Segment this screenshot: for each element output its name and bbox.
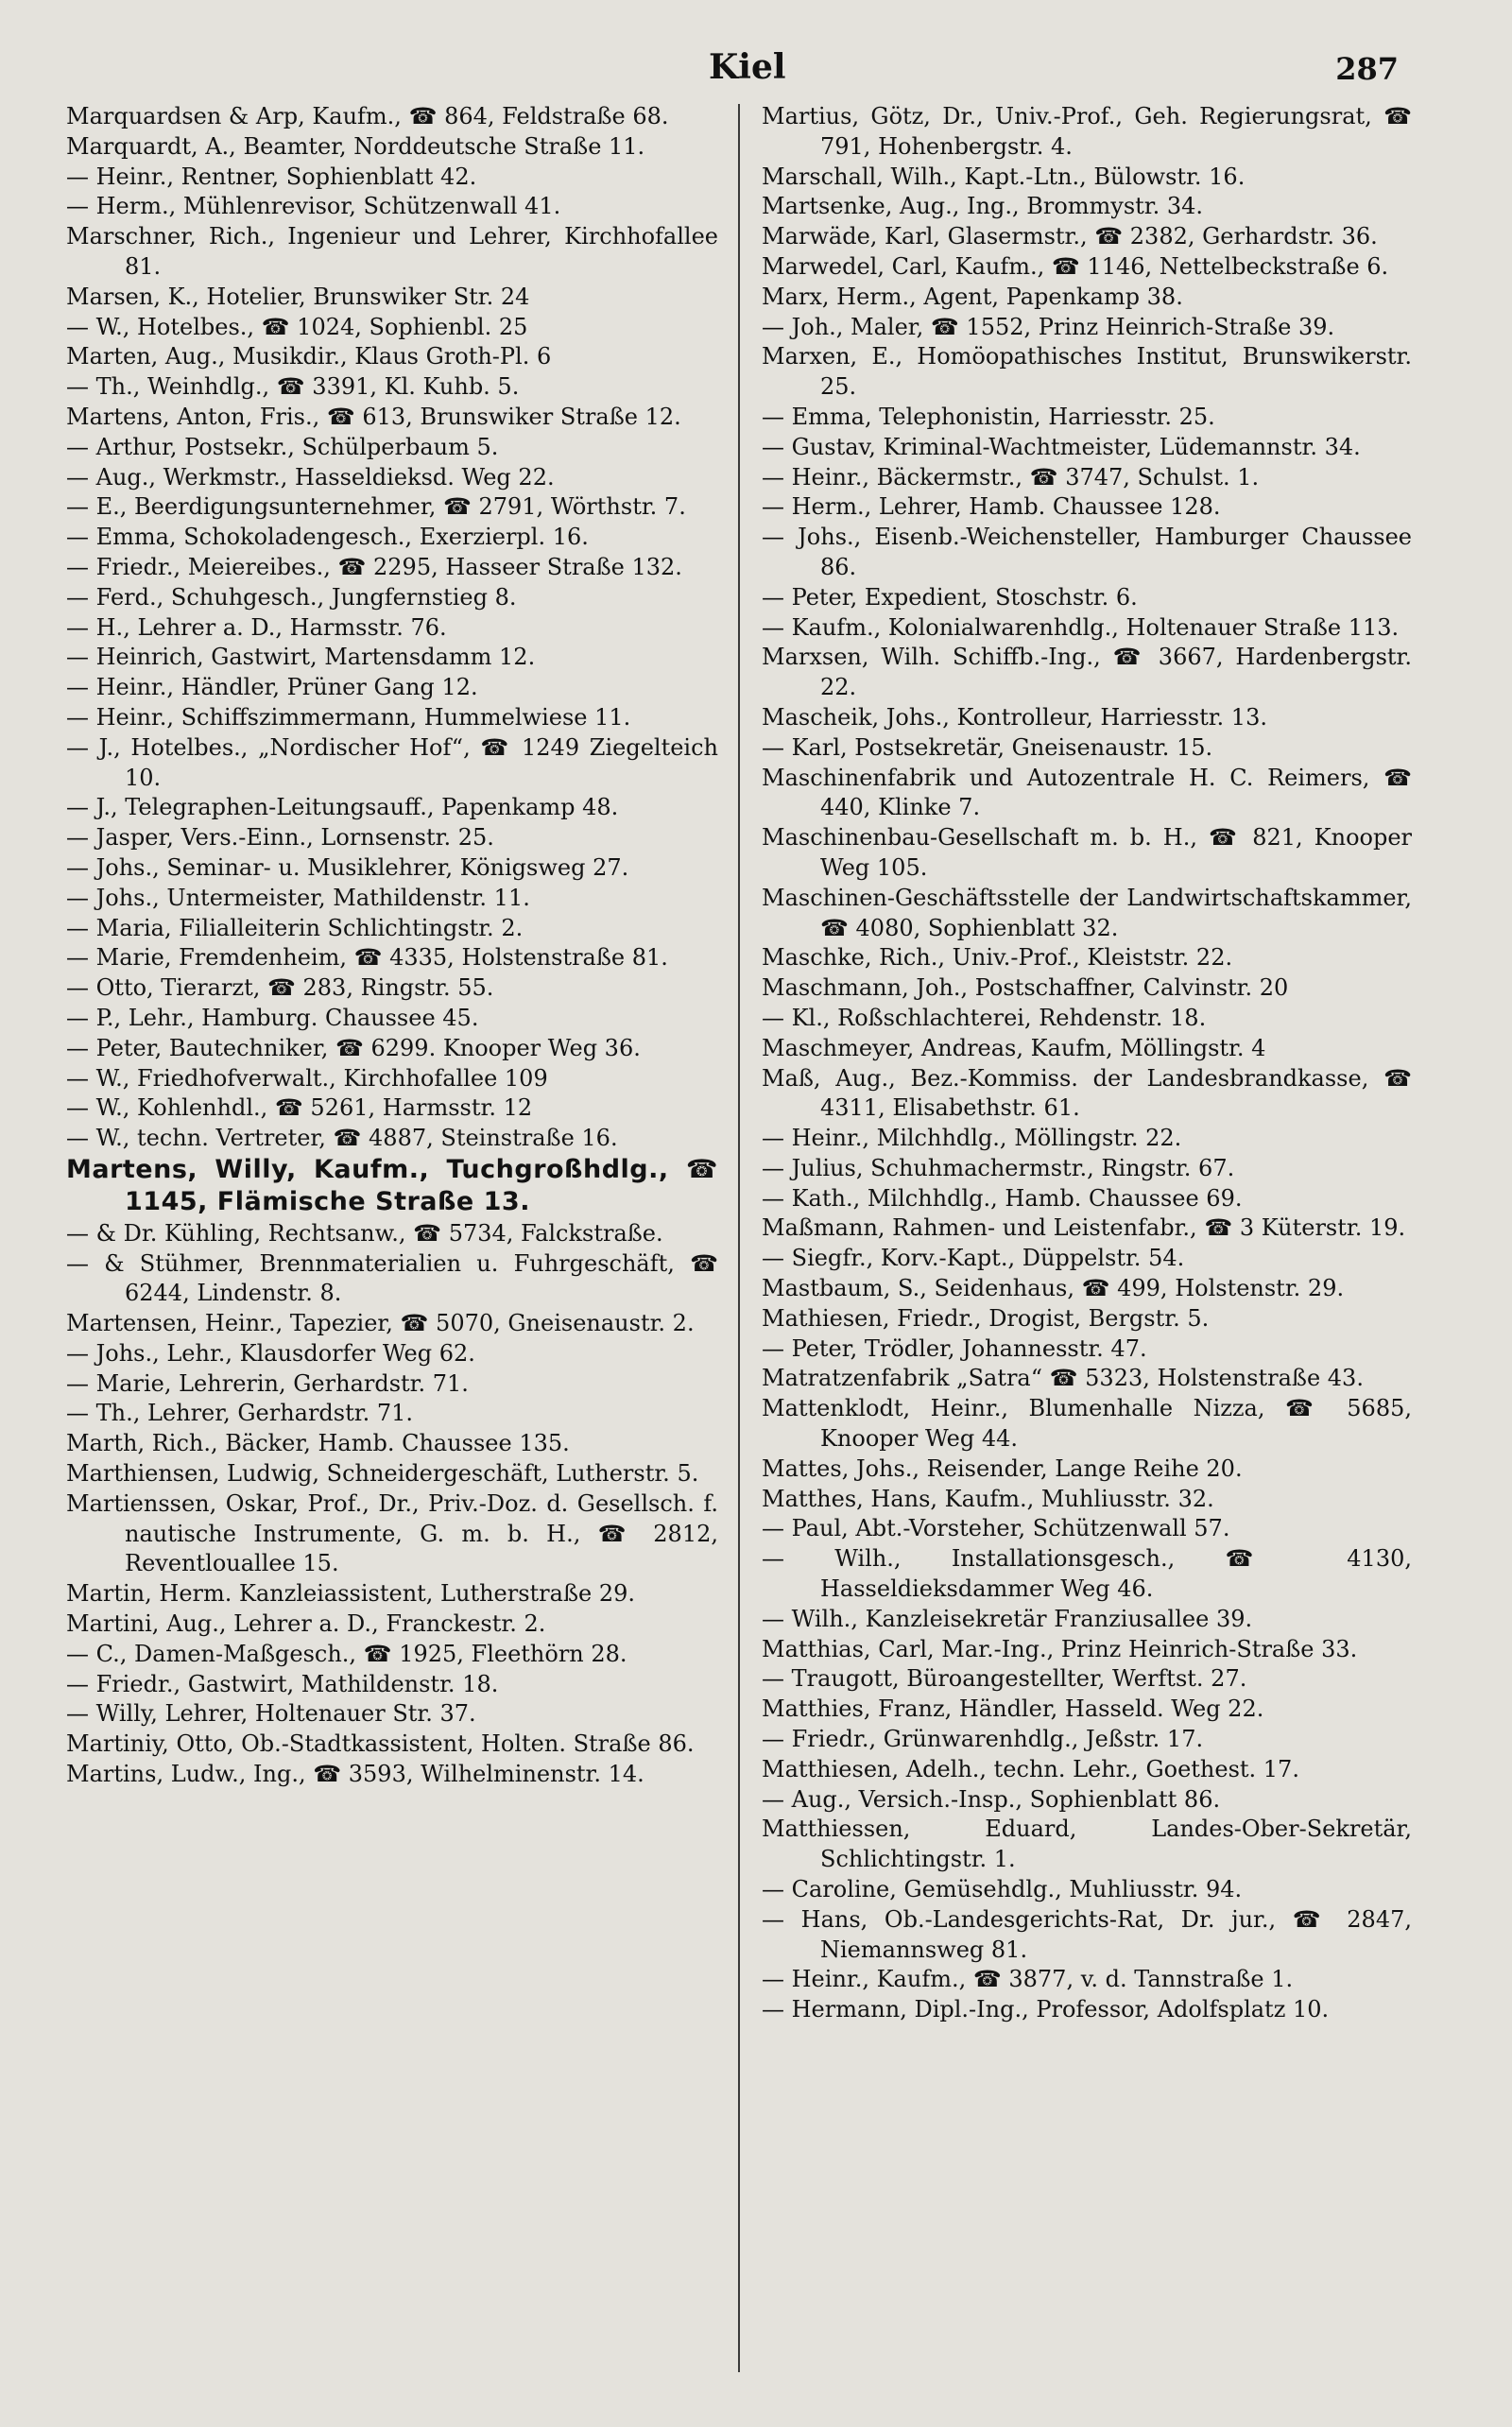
directory-entry: — Joh., Maler, ☎ 1552, Prinz Heinrich-Straße 39. <box>762 313 1335 340</box>
page-number: 287 <box>1335 51 1399 87</box>
directory-entry: — Wilh., Kanzleisekretär Franziusallee 39. <box>762 1605 1253 1632</box>
directory-entry: Marquardt, A., Beamter, Norddeutsche Straße 11. <box>66 132 645 160</box>
directory-entry: — Ferd., Schuhgesch., Jungfernstieg 8. <box>66 583 517 611</box>
directory-entry: Martiniy, Otto, Ob.-Stadtkassistent, Holten. Straße 86. <box>66 1730 695 1758</box>
directory-entry: Martensen, Heinr., Tapezier, ☎ 5070, Gneisenaustr. 2. <box>66 1310 695 1337</box>
directory-entry: Martini, Aug., Lehrer a. D., Franckestr. 2. <box>66 1610 546 1638</box>
directory-entry: — Kaufm., Kolonialwarenhdlg., Holtenauer Straße 113. <box>762 613 1400 641</box>
directory-entry: — Paul, Abt.-Vorsteher, Schützenwall 57. <box>762 1515 1230 1542</box>
directory-entry: Matratzenfabrik „Satra“ ☎ 5323, Holstenstraße 43. <box>762 1365 1364 1392</box>
directory-entry: Marquardsen & Arp, Kaufm., ☎ 864, Feldstraße 68. <box>66 103 669 129</box>
directory-entry: — Julius, Schuhmachermstr., Ringstr. 67. <box>762 1154 1235 1181</box>
running-head <box>0 42 1512 89</box>
directory-entry: Martienssen, Oskar, Prof., Dr., Priv.-Doz. d. Gesellsch. f. nautische Instrumente, G. m. b. H., ☎ 2812, Reventlouallee 15. <box>66 1489 718 1577</box>
directory-entry: — Otto, Tierarzt, ☎ 283, Ringstr. 55. <box>66 974 494 1002</box>
directory-entry: — W., techn. Vertreter, ☎ 4887, Steinstraße 16. <box>66 1125 618 1152</box>
directory-entry: Mattes, Johs., Reisender, Lange Reihe 20. <box>762 1454 1243 1482</box>
directory-entry: — Aug., Werkmstr., Hasseldieksd. Weg 22. <box>66 463 555 491</box>
directory-entry: Marwedel, Carl, Kaufm., ☎ 1146, Nettelbeckstraße 6. <box>762 252 1389 280</box>
directory-entry: — W., Friedhofverwalt., Kirchhofallee 109 <box>66 1064 548 1092</box>
directory-entry: — Heinr., Schiffszimmermann, Hummelwiese 11. <box>66 703 631 731</box>
directory-entry: Martsenke, Aug., Ing., Brommystr. 34. <box>762 193 1204 220</box>
directory-entry: — Emma, Telephonistin, Harriesstr. 25. <box>762 403 1215 430</box>
directory-entry: — H., Lehrer a. D., Harmsstr. 76. <box>66 613 447 641</box>
directory-entry: — Maria, Filialleiterin Schlichtingstr. 2. <box>66 914 524 941</box>
directory-entry: Marsen, K., Hotelier, Brunswiker Str. 24 <box>66 283 530 310</box>
directory-entry: Matthiessen, Eduard, Landes-Ober-Sekretär, Schlichtingstr. 1. <box>762 1816 1412 1873</box>
directory-entry: — Johs., Seminar- u. Musiklehrer, Königsweg 27. <box>66 853 629 881</box>
directory-entry: Mathiesen, Friedr., Drogist, Bergstr. 5. <box>762 1304 1210 1332</box>
directory-entry: — & Stühmer, Brennmaterialien u. Fuhrgeschäft, ☎ 6244, Lindenstr. 8. <box>66 1249 718 1307</box>
left-column <box>66 102 718 1790</box>
directory-entry: — Caroline, Gemüsehdlg., Muhliusstr. 94. <box>762 1876 1243 1903</box>
directory-entry: Marschall, Wilh., Kapt.-Ltn., Bülowstr. 16. <box>762 163 1246 190</box>
directory-entry: — Peter, Bautechniker, ☎ 6299. Knooper Weg 36. <box>66 1034 641 1061</box>
directory-entry: — Friedr., Grünwarenhdlg., Jeßstr. 17. <box>762 1726 1204 1753</box>
directory-entry: — Peter, Trödler, Johannesstr. 47. <box>762 1334 1147 1362</box>
directory-entry: Matthias, Carl, Mar.-Ing., Prinz Heinrich-Straße 33. <box>762 1635 1358 1662</box>
directory-entry: Marxsen, Wilh. Schiffb.-Ing., ☎ 3667, Hardenbergstr. 22. <box>762 644 1412 701</box>
directory-entry: — Heinrich, Gastwirt, Martensdamm 12. <box>66 644 536 671</box>
directory-entry: Maschmeyer, Andreas, Kaufm, Möllingstr. 4 <box>762 1034 1266 1061</box>
directory-entry: — Traugott, Büroangestellter, Werftst. 27. <box>762 1665 1247 1693</box>
directory-entry: — Heinr., Bäckermstr., ☎ 3747, Schulst. 1. <box>762 463 1260 491</box>
directory-entry: — J., Telegraphen-Leitungsauff., Papenkamp 48. <box>66 794 619 821</box>
directory-entry: — Th., Lehrer, Gerhardstr. 71. <box>66 1400 414 1427</box>
directory-entry: — Kath., Milchhdlg., Hamb. Chaussee 69. <box>762 1184 1243 1212</box>
directory-entry: — Siegfr., Korv.-Kapt., Düppelstr. 54. <box>762 1245 1185 1272</box>
directory-entry: — E., Beerdigungsunternehmer, ☎ 2791, Wörthstr. 7. <box>66 493 686 521</box>
directory-entry: — Heinr., Kaufm., ☎ 3877, v. d. Tannstraße 1. <box>762 1966 1294 1993</box>
directory-entry: Marx, Herm., Agent, Papenkamp 38. <box>762 283 1183 310</box>
directory-entry: — Herm., Mühlenrevisor, Schützenwall 41. <box>66 193 561 220</box>
directory-entry: — Johs., Untermeister, Mathildenstr. 11. <box>66 884 530 911</box>
directory-entry: Mattenklodt, Heinr., Blumenhalle Nizza, ☎ 5685, Knooper Weg 44. <box>762 1395 1412 1453</box>
directory-entry: Marth, Rich., Bäcker, Hamb. Chaussee 135. <box>66 1430 570 1457</box>
directory-entry: — Emma, Schokoladengesch., Exerzierpl. 16. <box>66 524 589 551</box>
directory-entry: Maßmann, Rahmen- und Leistenfabr., ☎ 3 Küterstr. 19. <box>762 1214 1406 1242</box>
directory-entry: Marschner, Rich., Ingenieur und Lehrer, Kirchhofallee 81. <box>66 223 718 280</box>
directory-entry: Marwäde, Karl, Glasermstr., ☎ 2382, Gerhardstr. 36. <box>762 223 1378 250</box>
directory-entry: — Jasper, Vers.-Einn., Lornsenstr. 25. <box>66 824 494 852</box>
directory-entry: Maß, Aug., Bez.-Kommiss. der Landesbrandkasse, ☎ 4311, Elisabethstr. 61. <box>762 1064 1412 1122</box>
right-entries <box>762 102 1412 2025</box>
directory-entry: — Gustav, Kriminal-Wachtmeister, Lüdemannstr. 34. <box>762 433 1361 460</box>
directory-entry: Maschinen-Geschäftsstelle der Landwirtschaftskammer, ☎ 4080, Sophienblatt 32. <box>762 884 1412 941</box>
directory-entry: — Friedr., Meiereibes., ☎ 2295, Hasseer Straße 132. <box>66 553 682 580</box>
left-entries <box>66 102 718 1154</box>
directory-entry: — Th., Weinhdlg., ☎ 3391, Kl. Kuhb. 5. <box>66 373 520 401</box>
directory-entry: — & Dr. Kühling, Rechtsanw., ☎ 5734, Falckstraße. <box>66 1219 663 1247</box>
directory-entry: Marthiensen, Ludwig, Schneidergeschäft, Lutherstr. 5. <box>66 1460 699 1488</box>
directory-entry: — Johs., Eisenb.-Weichensteller, Hamburger Chaussee 86. <box>762 524 1412 580</box>
directory-entry: — Willy, Lehrer, Holtenauer Str. 37. <box>66 1700 476 1728</box>
directory-entry: — Wilh., Installationsgesch., ☎ 4130, Hasseldieksdammer Weg 46. <box>762 1545 1412 1603</box>
directory-entry: Maschinenfabrik und Autozentrale H. C. Reimers, ☎ 440, Klinke 7. <box>762 764 1412 821</box>
directory-entry: — Marie, Fremdenheim, ☎ 4335, Holstenstraße 81. <box>66 944 668 972</box>
directory-entry: Marten, Aug., Musikdir., Klaus Groth-Pl. 6 <box>66 343 552 370</box>
directory-entry: Matthes, Hans, Kaufm., Muhliusstr. 32. <box>762 1485 1214 1512</box>
column-divider <box>738 104 740 2372</box>
directory-entry: Martin, Herm. Kanzleiassistent, Lutherstraße 29. <box>66 1580 635 1608</box>
directory-entry: — Hans, Ob.-Landesgerichts-Rat, Dr. jur., ☎ 2847, Niemannsweg 81. <box>762 1905 1412 1963</box>
directory-entry: — W., Kohlenhdl., ☎ 5261, Harmsstr. 12 <box>66 1094 533 1122</box>
directory-entry: — Herm., Lehrer, Hamb. Chaussee 128. <box>762 493 1221 521</box>
directory-entry: — Aug., Versich.-Insp., Sophienblatt 86. <box>762 1785 1221 1813</box>
directory-entry: Mascheik, Johs., Kontrolleur, Harriesstr. 13. <box>762 703 1267 731</box>
directory-entry: Matthiesen, Adelh., techn. Lehr., Goethest. 17. <box>762 1755 1299 1782</box>
directory-entry: — Hermann, Dipl.-Ing., Professor, Adolfsplatz 10. <box>762 1996 1330 2023</box>
directory-entry: — Heinr., Händler, Prüner Gang 12. <box>66 674 478 701</box>
directory-entry: — Heinr., Rentner, Sophienblatt 42. <box>66 163 477 190</box>
directory-entry: Martens, Anton, Fris., ☎ 613, Brunswiker Straße 12. <box>66 403 681 430</box>
directory-entry: — Marie, Lehrerin, Gerhardstr. 71. <box>66 1369 469 1397</box>
directory-entry: — Friedr., Gastwirt, Mathildenstr. 18. <box>66 1670 499 1697</box>
directory-entry: — Karl, Postsekretär, Gneisenaustr. 15. <box>762 733 1213 761</box>
directory-entry: Marxen, E., Homöopathisches Institut, Brunswikerstr. 25. <box>762 343 1412 401</box>
directory-entry: Maschke, Rich., Univ.-Prof., Kleiststr. 22. <box>762 944 1233 972</box>
left-entries-continued <box>66 1219 718 1790</box>
directory-entry: — P., Lehr., Hamburg. Chaussee 45. <box>66 1004 479 1031</box>
directory-entry: — Arthur, Postsekr., Schülperbaum 5. <box>66 433 499 460</box>
right-column <box>762 102 1412 2025</box>
directory-entry: — Peter, Expedient, Stoschstr. 6. <box>762 583 1138 611</box>
directory-entry: Maschmann, Joh., Postschaffner, Calvinstr. 20 <box>762 974 1289 1002</box>
directory-entry: — Kl., Roßschlachterei, Rehdenstr. 18. <box>762 1004 1207 1031</box>
directory-entry: — C., Damen-Maßgesch., ☎ 1925, Fleethörn 28. <box>66 1640 627 1667</box>
directory-entry: — Heinr., Milchhdlg., Möllingstr. 22. <box>762 1125 1182 1152</box>
highlighted-entry: Martens, Willy, Kaufm., Tuchgroßhdlg., ☎ 1145, Flämische Straße 13. <box>66 1154 718 1217</box>
directory-entry: — J., Hotelbes., „Nordischer Hof“, ☎ 1249 Ziegelteich 10. <box>66 733 718 791</box>
directory-entry: — Johs., Lehr., Klausdorfer Weg 62. <box>66 1339 475 1367</box>
directory-entry: Matthies, Franz, Händler, Hasseld. Weg 22. <box>762 1695 1264 1723</box>
page-title: Kiel <box>709 47 786 87</box>
directory-entry: — W., Hotelbes., ☎ 1024, Sophienbl. 25 <box>66 313 528 340</box>
directory-entry: Mastbaum, S., Seidenhaus, ☎ 499, Holstenstr. 29. <box>762 1275 1345 1302</box>
directory-entry: Martins, Ludw., Ing., ☎ 3593, Wilhelminenstr. 14. <box>66 1761 644 1788</box>
directory-entry: Maschinenbau-Gesellschaft m. b. H., ☎ 821, Knooper Weg 105. <box>762 824 1412 881</box>
directory-entry: Martius, Götz, Dr., Univ.-Prof., Geh. Regierungsrat, ☎ 791, Hohenbergstr. 4. <box>762 103 1412 160</box>
